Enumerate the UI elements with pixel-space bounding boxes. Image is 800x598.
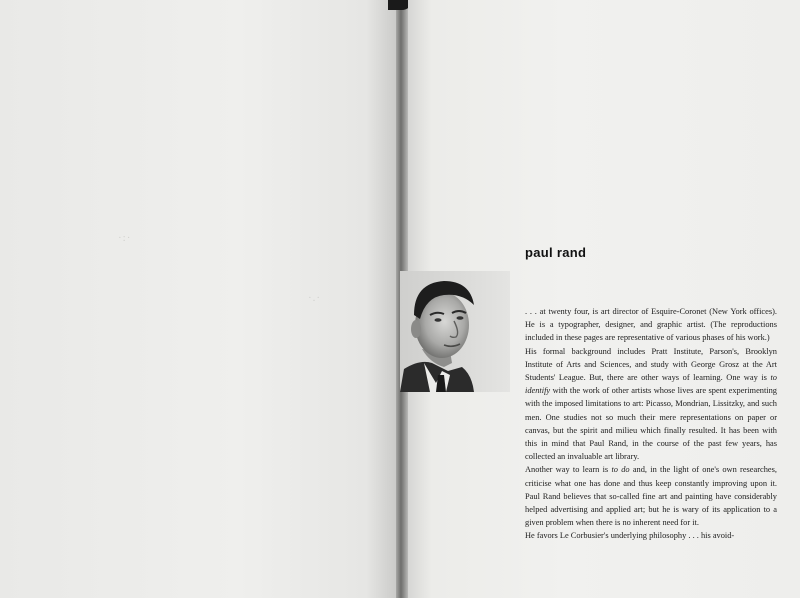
paper-smudge: ·.· [308,292,322,304]
page-heading: paul rand [525,245,587,260]
portrait-illustration [400,271,510,392]
article-body [525,305,777,543]
emphasis-text: to identify [525,373,777,396]
paper-smudge: ·:· [118,232,132,244]
body-paragraph: He favors Le Corbusier's underlying philosophy . . . his avoid- [525,531,735,541]
body-paragraph: His formal background includes Pratt Institute, Parson's, Brooklyn Institute of Arts and Sciences, and study with George Grosz at the Art Students' League. But, there are other ways of learning. One way is to identify with the work of other artists whose lives are spent experimenting with the imposed limitations to art: Picasso, Mondrian, Lissitzky, and such men. One studies not so much their mere representations on paper or canvas, but the spirit and milieu which finally resulted. It has been with this in mind that Paul Rand, in the course of the past few years, has collected an invaluable art library. [525,346,777,462]
left-page [0,0,398,598]
body-paragraph: Another way to learn is to do and, in the light of one's own researches, criticise what one has done and thus keep constantly improving upon it. Paul Rand believes that so-called fine art and painting have considerably helped advertising and applied art; but he is wary of its application to a given problem when there is no inherent need for it. [525,465,777,528]
body-paragraph: . . . at twenty four, is art director of Esquire-Coronet (New York offices). He is a typographer, designer, and graphic artist. (The reproductions included in these pages are representative of various phases of his work.) [525,307,777,343]
emphasis-text: to do [611,465,630,475]
portrait-photo [400,271,510,392]
